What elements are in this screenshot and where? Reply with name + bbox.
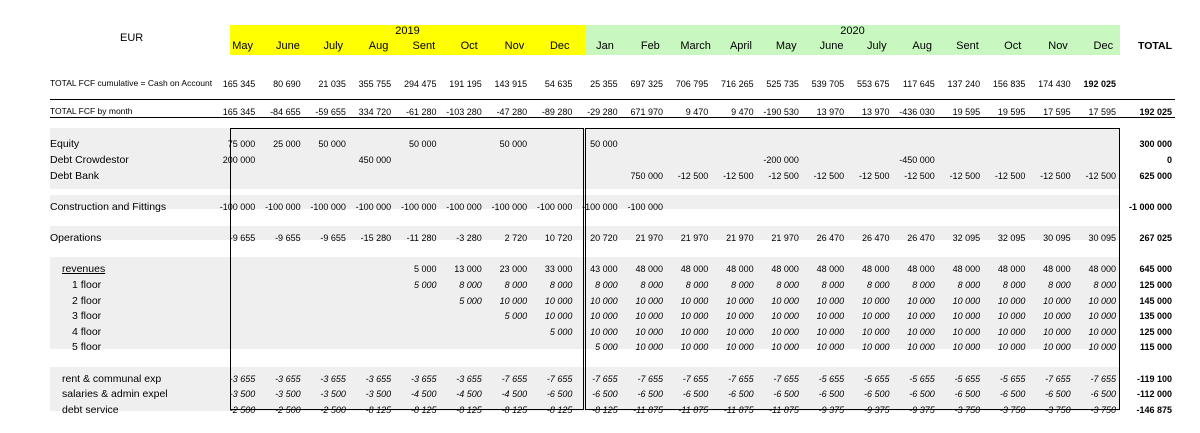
row-value: -7 655 (1045, 374, 1071, 384)
month-header: Jan (596, 40, 614, 52)
row-value: 10 000 (816, 327, 845, 337)
row-value: 21 970 (680, 233, 709, 243)
row-value: 334 720 (358, 107, 392, 117)
row-value: 8 000 (504, 280, 528, 290)
row-value: 8 000 (1002, 280, 1026, 290)
row-value: 21 970 (771, 233, 799, 243)
rule-top (50, 99, 1175, 100)
row-value: -7 655 (682, 374, 709, 384)
row-value: 355 755 (358, 79, 392, 89)
row-value: -100 000 (355, 202, 392, 212)
row-value: 8 000 (685, 280, 709, 290)
row-value: 32 095 (952, 233, 981, 243)
row-total: -112 000 (1136, 389, 1172, 399)
row-label: Equity (50, 138, 80, 150)
row-value: 5 000 (504, 311, 528, 321)
row-value: -3 655 (456, 374, 482, 384)
row-value: 10 000 (907, 342, 935, 352)
row-value: -5 655 (954, 374, 981, 384)
row-total: 625 000 (1139, 171, 1172, 181)
row-value: -3 655 (410, 374, 437, 384)
row-label: TOTAL FCF cumulative = Cash on Account (50, 78, 213, 88)
row-value: 156 835 (992, 79, 1026, 89)
total-header: TOTAL (1137, 40, 1172, 52)
row-value: 30 095 (1043, 233, 1071, 243)
row-value: 20 720 (590, 233, 618, 243)
row-value: 26 470 (816, 233, 845, 243)
row-value: 48 000 (1088, 264, 1116, 274)
row-value: 143 915 (494, 79, 528, 89)
row-label: 2 floor (72, 295, 102, 307)
row-label: Debt Bank (50, 170, 100, 182)
row-value: 10 000 (635, 327, 663, 337)
row-value: -12 500 (1085, 171, 1116, 181)
row-value: -7 655 (728, 374, 754, 384)
row-value: 450 000 (358, 155, 392, 165)
row-total: 645 000 (1139, 264, 1172, 274)
row-value: -15 280 (360, 233, 392, 243)
row-value: -9 655 (229, 233, 256, 243)
row-value: -12 500 (677, 171, 709, 181)
row-value: 33 000 (544, 264, 573, 274)
row-value: -450 000 (899, 155, 935, 165)
row-value: 48 000 (907, 264, 935, 274)
row-value: 48 000 (771, 264, 799, 274)
row-value: 48 000 (726, 264, 754, 274)
row-value: -6 500 (682, 389, 709, 399)
row-value: 48 000 (952, 264, 981, 274)
row-value: 174 430 (1038, 79, 1071, 89)
row-value: -3 655 (320, 374, 346, 384)
month-header: May (775, 40, 797, 52)
row-label: 4 floor (72, 326, 102, 338)
row-value: -11 280 (406, 233, 437, 243)
row-value: -2 500 (275, 405, 301, 415)
row-value: -12 500 (904, 171, 935, 181)
row-value: 26 470 (861, 233, 890, 243)
month-header: Sent (412, 40, 436, 52)
row-value: 10 000 (816, 296, 845, 306)
row-value: -6 500 (999, 389, 1026, 399)
row-value: -61 280 (405, 107, 437, 117)
row-value: 10 000 (726, 342, 754, 352)
row-value: 525 735 (766, 79, 799, 89)
row-value: 9 470 (685, 107, 709, 117)
row-value: -8 125 (410, 405, 437, 415)
row-value: -8 125 (365, 405, 392, 415)
row-value: 25 355 (590, 79, 618, 89)
row-value: 8 000 (595, 280, 618, 290)
row-value: 48 000 (997, 264, 1026, 274)
row-value: -12 500 (813, 171, 845, 181)
row-value: -3 655 (365, 374, 392, 384)
row-total: 125 000 (1139, 327, 1172, 337)
row-value: 48 000 (680, 264, 709, 274)
row-total: 135 000 (1139, 311, 1172, 321)
row-value: -8 125 (501, 405, 528, 415)
row-value: 10 000 (590, 296, 618, 306)
row-value: -7 655 (773, 374, 799, 384)
month-header: June (276, 40, 300, 52)
month-header: April (729, 40, 752, 52)
row-label: rent & communal exp (62, 373, 162, 385)
month-header: July (323, 40, 344, 52)
row-value: 10 000 (726, 296, 754, 306)
row-value: -6 500 (592, 389, 618, 399)
row-value: 750 000 (630, 171, 663, 181)
row-value: 23 000 (499, 264, 528, 274)
month-header: Aug (368, 40, 389, 52)
year-2020-label: 2020 (840, 25, 865, 37)
row-total: 300 000 (1139, 139, 1172, 149)
row-value: 80 690 (273, 79, 301, 89)
row-value: 10 720 (544, 233, 573, 243)
row-value: -12 500 (858, 171, 890, 181)
row-value: -6 500 (1090, 389, 1116, 399)
row-value: 10 000 (907, 311, 935, 321)
row-value: -100 000 (400, 202, 437, 212)
row-value: 5 000 (413, 264, 437, 274)
row-value: -3 500 (229, 389, 256, 399)
row-value: 10 000 (861, 296, 890, 306)
row-value: 294 475 (403, 79, 437, 89)
row-value: -9 655 (320, 233, 346, 243)
row-value: 50 000 (499, 139, 528, 149)
row-value: 32 095 (997, 233, 1026, 243)
row-value: -2 500 (229, 405, 256, 415)
row-value: -5 655 (999, 374, 1026, 384)
row-value: 10 000 (771, 296, 799, 306)
row-value: 10 000 (997, 311, 1026, 321)
row-value: 10 000 (635, 311, 663, 321)
row-value: 13 000 (454, 264, 482, 274)
row-value: 10 000 (907, 296, 935, 306)
row-value: -9 375 (863, 405, 890, 415)
row-value: 10 000 (952, 311, 981, 321)
row-value: -3 500 (365, 389, 392, 399)
row-value: -12 500 (1040, 171, 1071, 181)
row-total: 115 000 (1139, 342, 1172, 352)
row-value: 5 000 (549, 327, 573, 337)
row-value: 10 000 (680, 327, 709, 337)
row-value: -100 000 (446, 202, 482, 212)
row-label: Operations (50, 232, 102, 244)
row-value: 48 000 (861, 264, 890, 274)
row-value: -100 000 (582, 202, 618, 212)
row-value: -7 655 (592, 374, 618, 384)
month-header: Oct (1004, 40, 1022, 52)
row-value: 10 000 (1043, 342, 1071, 352)
row-value: -103 280 (446, 107, 482, 117)
row-value: 50 000 (408, 139, 437, 149)
row-value: 48 000 (635, 264, 663, 274)
row-value: 17 595 (1088, 107, 1116, 117)
row-value: 9 470 (731, 107, 754, 117)
row-value: 8 000 (776, 280, 799, 290)
row-value: -4 500 (456, 389, 482, 399)
row-value: 30 095 (1088, 233, 1116, 243)
row-label: 5 floor (72, 341, 102, 353)
row-value: -6 500 (546, 389, 573, 399)
row-value: -100 000 (536, 202, 573, 212)
row-label: TOTAL FCF by month (50, 106, 133, 116)
row-value: 671 970 (630, 107, 663, 117)
row-value: 21 035 (318, 79, 346, 89)
row-value: 54 635 (544, 79, 573, 89)
row-value: 10 000 (771, 311, 799, 321)
row-value: 75 000 (227, 139, 256, 149)
row-value: 10 000 (952, 296, 981, 306)
month-header: Aug (912, 40, 932, 52)
row-value: -100 000 (265, 202, 301, 212)
row-value: 10 000 (997, 342, 1026, 352)
rule-below-total (50, 117, 1175, 118)
row-value: -7 655 (637, 374, 663, 384)
row-value: 10 000 (861, 327, 890, 337)
row-value: 200 000 (222, 155, 256, 165)
row-value: -2 500 (320, 405, 346, 415)
row-total: -1 000 000 (1128, 202, 1172, 212)
row-value: 10 000 (771, 342, 799, 352)
month-header: Nov (504, 40, 525, 52)
row-value: 137 240 (947, 79, 981, 89)
row-value: -12 500 (768, 171, 799, 181)
month-header: Sent (956, 40, 979, 52)
row-value: -6 500 (728, 389, 754, 399)
row-value: 10 000 (544, 296, 573, 306)
row-value: 706 795 (675, 79, 709, 89)
row-value: -3 500 (320, 389, 346, 399)
row-value: 10 000 (1088, 342, 1116, 352)
row-value: -11 875 (633, 405, 663, 415)
month-header: Feb (640, 40, 660, 52)
row-label: Construction and Fittings (50, 201, 167, 213)
row-value: 10 000 (680, 342, 709, 352)
row-label: salaries & admin expel (62, 388, 168, 400)
row-value: -11 875 (723, 405, 754, 415)
row-value: 716 265 (721, 79, 754, 89)
row-value: 10 000 (952, 327, 981, 337)
row-value: -3 750 (1090, 405, 1116, 415)
row-value: -3 750 (1045, 405, 1071, 415)
row-value: -12 500 (994, 171, 1026, 181)
row-value: 8 000 (957, 280, 981, 290)
row-value: -4 500 (501, 389, 528, 399)
row-value: 8 000 (821, 280, 845, 290)
row-value: 10 000 (726, 311, 754, 321)
row-value: 5 000 (595, 342, 618, 352)
month-header: May (232, 40, 254, 52)
row-value: -89 280 (541, 107, 573, 117)
row-value: 10 000 (1088, 327, 1116, 337)
month-header: Dec (1093, 40, 1114, 52)
month-header: Dec (549, 40, 570, 52)
row-value: 539 705 (811, 79, 845, 89)
row-value: 43 000 (590, 264, 618, 274)
month-header: July (867, 40, 887, 52)
row-value: -9 375 (909, 405, 935, 415)
row-value: 8 000 (459, 280, 482, 290)
row-value: 26 470 (907, 233, 935, 243)
row-value: -5 655 (909, 374, 935, 384)
row-value: -6 500 (909, 389, 935, 399)
row-value: -3 500 (275, 389, 301, 399)
row-value: -5 655 (818, 374, 845, 384)
row-value: 19 595 (952, 107, 981, 117)
row-value: 10 000 (861, 311, 890, 321)
row-value: -6 500 (773, 389, 799, 399)
row-value: -100 000 (491, 202, 528, 212)
row-value: 50 000 (318, 139, 346, 149)
row-value: 165 345 (222, 79, 256, 89)
row-value: -6 500 (637, 389, 663, 399)
row-value: 10 000 (771, 327, 799, 337)
row-total: 267 025 (1139, 233, 1172, 243)
row-value: -7 655 (546, 374, 573, 384)
row-value: -6 500 (954, 389, 981, 399)
row-value: 8 000 (731, 280, 754, 290)
currency-label: EUR (120, 32, 144, 44)
row-value: 553 675 (856, 79, 890, 89)
row-total: -146 875 (1136, 405, 1172, 415)
row-value: -11 875 (678, 405, 709, 415)
row-value: -100 000 (219, 202, 256, 212)
row-value: -436 030 (899, 107, 935, 117)
row-value: -12 500 (949, 171, 981, 181)
year-2019-label: 2019 (395, 25, 420, 37)
row-value: 10 000 (590, 311, 618, 321)
row-value: 13 970 (861, 107, 890, 117)
row-value: 8 000 (549, 280, 573, 290)
row-value: 8 000 (1093, 280, 1116, 290)
row-value: 117 645 (902, 79, 935, 89)
row-label: debt service (62, 404, 119, 416)
month-header: March (680, 40, 711, 52)
row-value: 10 000 (816, 342, 845, 352)
row-value: -4 500 (410, 389, 437, 399)
row-value: 10 000 (635, 342, 663, 352)
row-value: 10 000 (1043, 311, 1071, 321)
row-value: 10 000 (816, 311, 845, 321)
row-value: -8 125 (456, 405, 482, 415)
row-value: 25 000 (273, 139, 301, 149)
row-value: -29 280 (587, 107, 618, 117)
row-value: 10 000 (726, 327, 754, 337)
row-total: 0 (1166, 155, 1172, 165)
row-value: 10 000 (680, 296, 709, 306)
month-header: Oct (460, 40, 478, 52)
row-value: 10 000 (590, 327, 618, 337)
row-value: 50 000 (590, 139, 618, 149)
row-value: -6 500 (1045, 389, 1071, 399)
row-value: 10 000 (952, 342, 981, 352)
row-value: 21 970 (635, 233, 663, 243)
row-value: -7 655 (1090, 374, 1116, 384)
row-total: -119 100 (1136, 374, 1172, 384)
row-value: 697 325 (630, 79, 663, 89)
row-value: 10 000 (1043, 327, 1071, 337)
row-value: 192 025 (1083, 79, 1116, 89)
row-label: Debt Crowdestor (50, 154, 129, 166)
row-value: -7 655 (501, 374, 528, 384)
row-value: 10 000 (1088, 311, 1116, 321)
row-value: -100 000 (310, 202, 346, 212)
row-label: revenues (62, 263, 106, 275)
row-value: -12 500 (723, 171, 754, 181)
row-value: -5 655 (863, 374, 890, 384)
row-value: 13 970 (816, 107, 845, 117)
row-value: 8 000 (866, 280, 890, 290)
row-value: 19 595 (997, 107, 1026, 117)
row-value: -9 655 (275, 233, 301, 243)
row-value: -84 655 (270, 107, 301, 117)
row-value: 10 000 (499, 296, 528, 306)
row-value: 5 000 (413, 280, 437, 290)
row-value: -6 500 (818, 389, 845, 399)
row-value: 10 000 (635, 296, 663, 306)
row-label: 3 floor (72, 310, 102, 322)
row-value: -8 125 (546, 405, 573, 415)
row-value: 48 000 (1043, 264, 1071, 274)
row-value: 10 000 (680, 311, 709, 321)
row-value: 165 345 (222, 107, 256, 117)
row-value: 10 000 (1043, 296, 1071, 306)
row-value: 8 000 (912, 280, 935, 290)
row-total: 125 000 (1139, 280, 1172, 290)
row-value: 191 195 (449, 79, 482, 89)
row-value: -100 000 (627, 202, 663, 212)
row-value: 5 000 (459, 296, 482, 306)
month-header: June (819, 40, 844, 52)
row-value: 21 970 (726, 233, 754, 243)
row-value: 10 000 (861, 342, 890, 352)
row-value: 8 000 (1048, 280, 1071, 290)
row-value: -200 000 (763, 155, 799, 165)
row-value: -8 125 (592, 405, 618, 415)
row-value: -190 530 (763, 107, 799, 117)
row-value: -3 750 (999, 405, 1026, 415)
row-value: -3 280 (456, 233, 482, 243)
row-value: -9 375 (818, 405, 845, 415)
row-value: -3 655 (275, 374, 301, 384)
row-value: 10 000 (544, 311, 573, 321)
row-value: 10 000 (1088, 296, 1116, 306)
row-value: 2 720 (504, 233, 528, 243)
row-value: 48 000 (816, 264, 845, 274)
row-label: 1 floor (72, 279, 102, 291)
row-value: 10 000 (907, 327, 935, 337)
row-value: -59 655 (315, 107, 346, 117)
row-value: -6 500 (863, 389, 890, 399)
month-header: Nov (1048, 40, 1068, 52)
row-total: 192 025 (1139, 107, 1172, 117)
row-value: -3 750 (954, 405, 981, 415)
row-value: -11 875 (769, 405, 799, 415)
row-value: 8 000 (640, 280, 663, 290)
row-total: 145 000 (1139, 296, 1172, 306)
row-value: 17 595 (1043, 107, 1071, 117)
row-value: -47 280 (496, 107, 528, 117)
row-value: 10 000 (997, 327, 1026, 337)
row-value: 10 000 (997, 296, 1026, 306)
row-value: -3 655 (229, 374, 256, 384)
